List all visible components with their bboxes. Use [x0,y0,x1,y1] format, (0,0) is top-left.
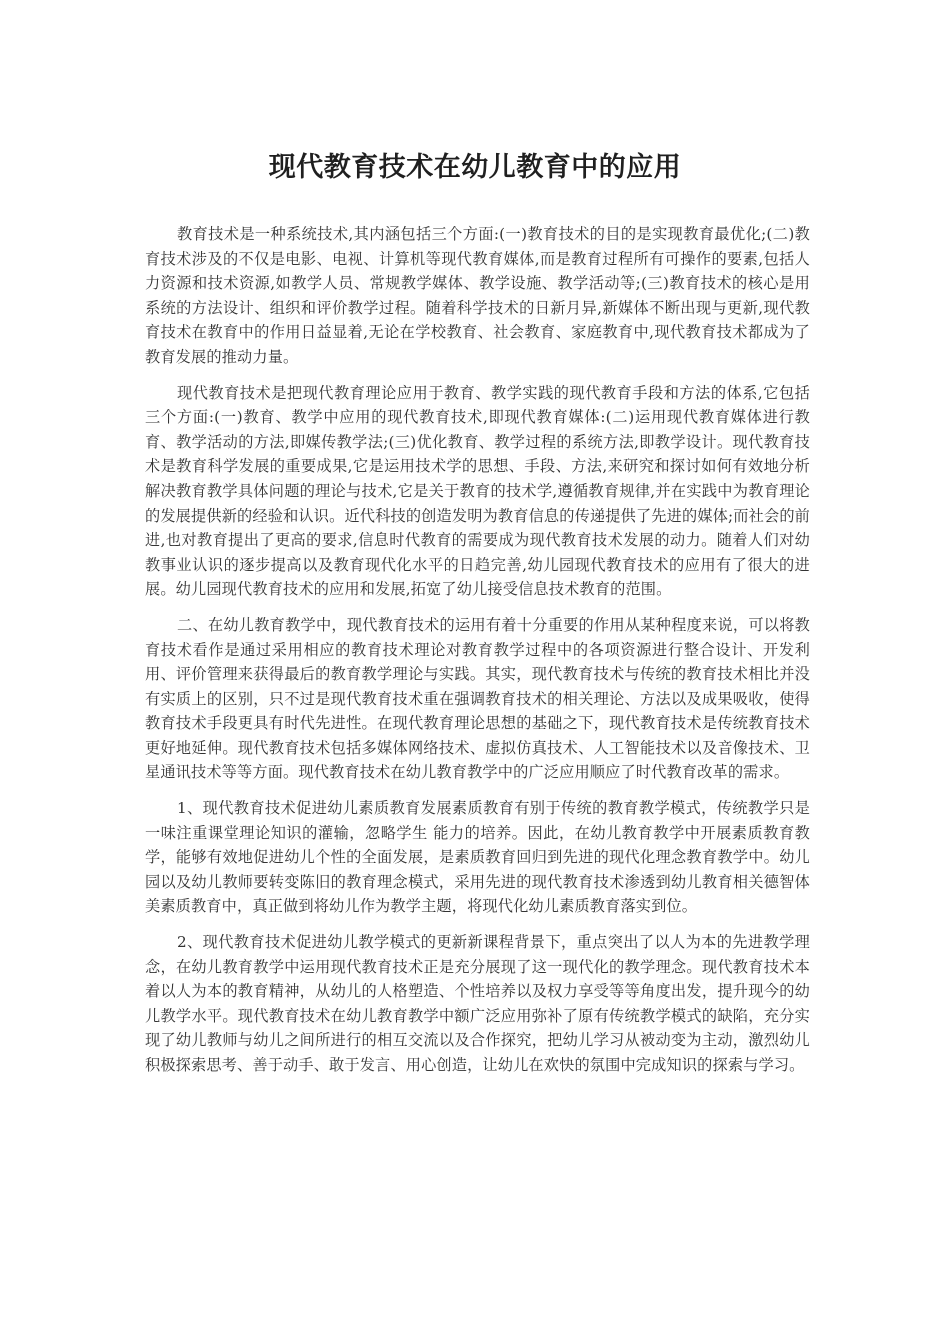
document-title: 现代教育技术在幼儿教育中的应用 [268,152,682,184]
paragraph-5: 2、现代教育技术促进幼儿教学模式的更新新课程背景下，重点突出了以人为本的先进教学理念，在幼儿教育教学中运用现代教育技术正是充分展现了这一现代化的教学理念。现代教育技术本着以人为本的教育精神，从幼儿的人格塑造、个性培养以及权力享受等等角度出发，提升现今的幼儿教学水平。现代教育技术在幼儿教育教学中额广泛应用弥补了原有传统教学模式的缺陷，充分实现了幼儿教师与幼儿之间所进行的相互交流以及合作探究，把幼儿学习从被动变为主动，激烈幼儿积极探索思考、善于动手、敢于发言、用心创造，让幼儿在欢快的氛围中完成知识的探索与学习。 [145,933,810,1074]
paragraph-2: 现代教育技术是把现代教育理论应用于教育、教学实践的现代教育手段和方法的体系,它包括三个方面:(一)教育、教学中应用的现代教育技术,即现代教育媒体:(二)运用现代教育媒体进行教育、教学活动的方法,即媒传教学法;(三)优化教育、教学过程的系统方法,即教学设计。现代教育技术是教育科学发展的重要成果,它是运用技术学的思想、手段、方法,来研究和探讨如何有效地分析解决教育教学具体问题的理论与技术,它是关于教育的技术学,遵循教育规律,并在实践中为教育理论的发展提供新的经验和认识。近代科技的创造发明为教育信息的传递提供了先进的媒体;而社会的前进,也对教育提出了更高的要求,信息时代教育的需要成为现代教育技术发展的动力。随着人们对幼教事业认识的逐步提高以及教育现代化水平的日趋完善,幼儿园现代教育技术的应用有了很大的进展。幼儿园现代教育技术的应用和发展,拓宽了幼儿接受信息技术教育的范围。 [145,383,810,599]
paragraph-3: 二、在幼儿教育教学中，现代教育技术的运用有着十分重要的作用从某种程度来说，可以将教育技术看作是通过采用相应的教育技术理论对教育教学过程中的各项资源进行整合设计、开发利用、评价管理来获得最后的教育教学理论与实践。其实，现代教育技术与传统的教育技术相比并没有实质上的区别，只不过是现代教育技术重在强调教育技术的相关理论、方法以及成果吸收，使得教育技术手段更具有时代先进性。在现代教育理论思想的基础之下，现代教育技术是传统教育技术更好地延伸。现代教育技术包括多媒体网络技术、虚拟仿真技术、人工智能技术以及音像技术、卫星通讯技术等等方面。现代教育技术在幼儿教育教学中的广泛应用顺应了时代教育改革的需求。 [145,615,810,782]
paragraph-1: 教育技术是一种系统技术,其内涵包括三个方面:(一)教育技术的目的是实现教育最优化;(二)教育技术涉及的不仅是电影、电视、计算机等现代教育媒体,而是教育过程所有可操作的要素,包括人力资源和技术资源,如教学人员、常规教学媒体、教学设施、教学活动等;(三)教育技术的核心是用系统的方法设计、组织和评价教学过程。随着科学技术的日新月异,新媒体不断出现与更新,现代教育技术在教育中的作用日益显着,无论在学校教育、社会教育、家庭教育中,现代教育技术都成为了教育发展的推动力量。 [145,225,810,366]
document-body [145,222,810,1089]
paragraph-4: 1、现代教育技术促进幼儿素质教育发展素质教育有别于传统的教育教学模式，传统教学只是一味注重课堂理论知识的灌输，忽略学生 能力的培养。因此，在幼儿教育教学中开展素质教育教学，能够有效地促进幼儿个性的全面发展，是素质教育回归到先进的现代化理念教育教学中。幼儿园以及幼儿教师要转变陈旧的教育理念模式，采用先进的现代教育技术渗透到幼儿教育相关德智体美素质教育中，真正做到将幼儿作为教学主题，将现代化幼儿素质教育落实到位。 [145,799,810,916]
